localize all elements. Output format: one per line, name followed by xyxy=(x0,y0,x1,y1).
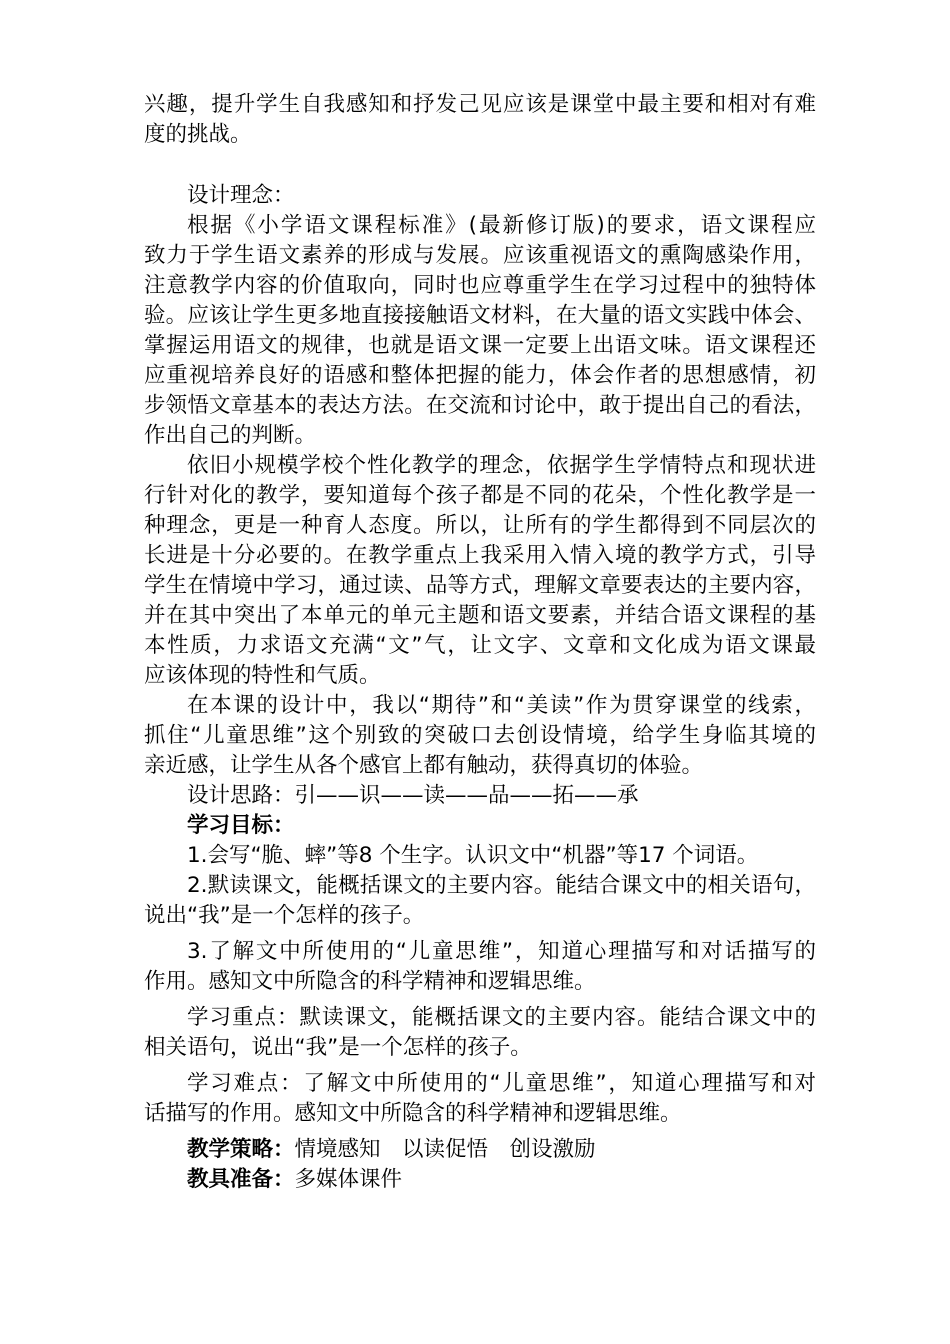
key-point-text: 默读课文，能概括课文的主要内容。能结合课文中的 xyxy=(299,1005,816,1030)
text-line: 依旧小规模学校个性化教学的理念，依据学生学情特点和现状进 xyxy=(187,453,816,478)
text-line: 作出自己的判断。 xyxy=(144,423,317,448)
teaching-tools-label: 教具准备： xyxy=(187,1167,295,1192)
objective-item-1: 1.会写“脆、蟀”等8 个生字。认识文中“机器”等17 个词语。 xyxy=(187,843,759,868)
text-line: 相关语句，说出“我”是一个怎样的孩子。 xyxy=(144,1035,532,1060)
text-line: 学生在情境中学习，通过读、品等方式，理解文章要表达的主要内容， xyxy=(144,573,816,598)
design-path-value: 引——识——读——品——拓——承 xyxy=(294,783,639,808)
design-concept-paragraph-3 xyxy=(144,691,816,781)
key-point-label: 学习重点： xyxy=(187,1005,300,1030)
design-path-label: 设计思路： xyxy=(187,783,295,808)
design-concept-heading: 设计理念： xyxy=(187,183,295,208)
text-line: 致力于学生语文素养的形成与发展。应该重视语文的熏陶感染作用， xyxy=(144,243,816,268)
key-point-section xyxy=(144,1003,816,1063)
text-line: 并在其中突出了本单元的单元主题和语文要素，并结合语文课程的基 xyxy=(144,603,816,628)
text-line: 作用。感知文中所隐含的科学精神和逻辑思维。 xyxy=(144,969,596,994)
difficulty-label: 学习难点： xyxy=(187,1071,304,1096)
teaching-strategy-label: 教学策略： xyxy=(187,1137,295,1162)
text-line: 掌握运用语文的规律，也就是语文课一定要上出语文味。语文课程还 xyxy=(144,333,816,358)
text-line: 步领悟文章基本的表达方法。在交流和讨论中，敢于提出自己的看法， xyxy=(144,393,816,418)
design-concept-paragraph-2 xyxy=(144,451,816,691)
key-point-line xyxy=(144,1003,816,1033)
difficulty-section xyxy=(144,1069,816,1129)
difficulty-text: 了解文中所使用的“儿童思维”，知道心理描写和对 xyxy=(303,1071,816,1096)
intro-paragraph xyxy=(144,90,816,150)
text-line: 兴趣，提升学生自我感知和抒发己见应该是课堂中最主要和相对有难 xyxy=(144,92,816,117)
text-line: 验。应该让学生更多地直接接触语文材料，在大量的语文实践中体会、 xyxy=(144,303,816,328)
text-line: 本性质，力求语文充满“文”气，让文字、文章和文化成为语文课最 xyxy=(144,633,816,658)
text-line: 2.默读课文，能概括课文的主要内容。能结合课文中的相关语句， xyxy=(187,873,816,898)
text-line: 应该体现的特性和气质。 xyxy=(144,663,381,688)
text-line: 注意教学内容的价值取向，同时也应尊重学生在学习过程中的独特体 xyxy=(144,273,816,298)
design-concept-paragraph-1 xyxy=(144,211,816,451)
text-line: 应重视培养良好的语感和整体把握的能力，体会作者的思想感情，初 xyxy=(144,363,816,388)
text-line: 在本课的设计中，我以“期待”和“美读”作为贯穿课堂的线索， xyxy=(187,693,816,718)
difficulty-line xyxy=(144,1069,816,1099)
text-line: 3.了解文中所使用的“儿童思维”，知道心理描写和对话描写的 xyxy=(187,939,816,964)
teaching-strategy-value: 情境感知 以读促悟 创设激励 xyxy=(294,1137,596,1162)
teaching-tools-row xyxy=(144,1165,816,1195)
text-line: 抓住“儿童思维”这个别致的突破口去创设情境，给学生身临其境的 xyxy=(144,723,816,748)
text-line: 说出“我”是一个怎样的孩子。 xyxy=(144,903,425,928)
text-line: 行针对化的教学，要知道每个孩子都是不同的花朵，个性化教学是一 xyxy=(144,483,816,508)
text-line: 话描写的作用。感知文中所隐含的科学精神和逻辑思维。 xyxy=(144,1101,682,1126)
teaching-tools-value: 多媒体课件 xyxy=(294,1167,403,1192)
learning-objectives-heading: 学习目标： xyxy=(187,813,295,838)
objective-item-3 xyxy=(144,937,816,997)
design-path-row xyxy=(144,781,816,811)
text-line: 度的挑战。 xyxy=(144,122,252,147)
objective-item-2 xyxy=(144,871,816,931)
text-line: 根据《小学语文课程标准》(最新修订版)的要求，语文课程应 xyxy=(187,213,816,238)
teaching-strategy-row xyxy=(144,1135,816,1165)
text-line: 亲近感，让学生从各个感官上都有触动，获得真切的体验。 xyxy=(144,753,704,778)
text-line: 种理念，更是一种育人态度。所以，让所有的学生都得到不同层次的 xyxy=(144,513,816,538)
text-line: 长进是十分必要的。在教学重点上我采用入情入境的教学方式，引导 xyxy=(144,543,816,568)
document-page xyxy=(144,90,816,1195)
